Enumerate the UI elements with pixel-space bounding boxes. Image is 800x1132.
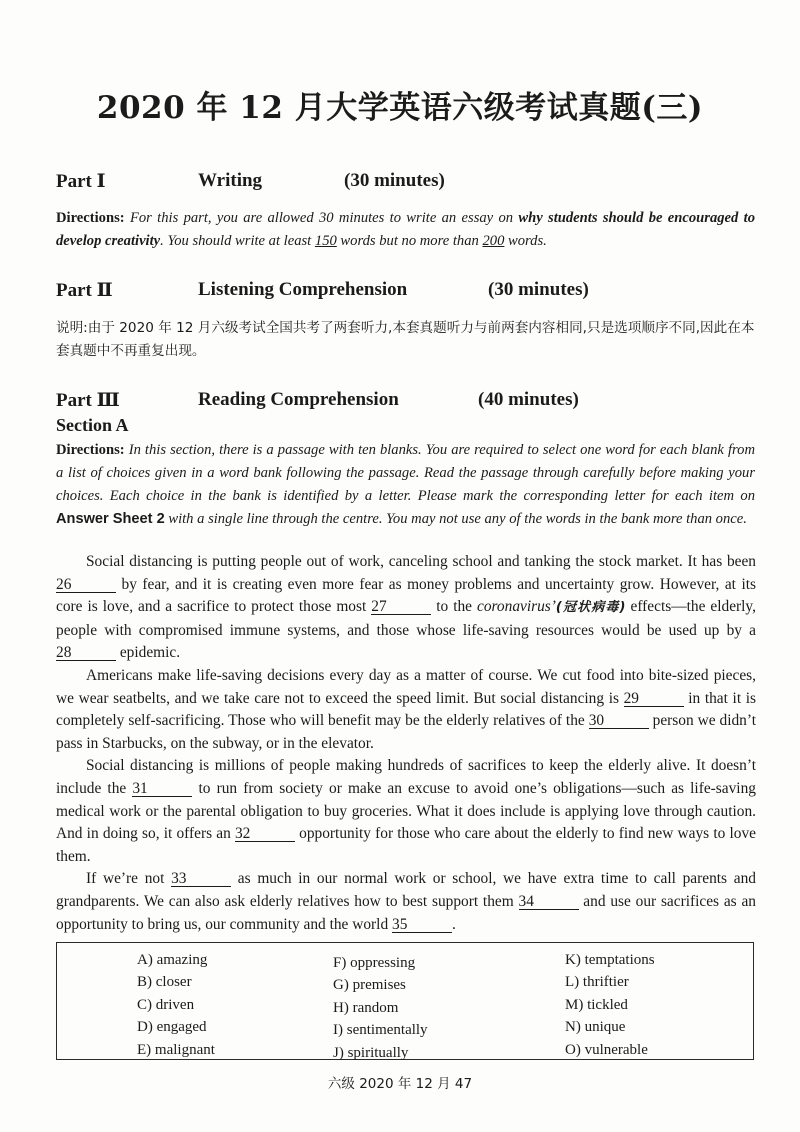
blank-29: 29 [624, 691, 684, 707]
part2-label: Part Ⅱ [56, 280, 113, 301]
blank-34: 34 [519, 894, 579, 910]
word-bank-option: N) unique [565, 1019, 626, 1036]
word-bank-option: F) oppressing [333, 955, 416, 971]
blank-30: 30 [589, 713, 649, 729]
blank-31: 31 [132, 781, 192, 797]
word-bank-option: G) premises [333, 977, 406, 994]
part2-name: Listening Comprehension [198, 279, 408, 300]
word-bank-option: H) random [333, 999, 399, 1016]
section-a-heading: Section A [56, 415, 129, 435]
blank-33: 33 [171, 871, 231, 887]
passage-paragraph-4: If we’re not 33 as much in our normal work or school, we have extra time to call parents and grandparents. We can also ask elderly relatives how to best support them 34 and use our sacrifices as an opportunity to bring us, our community and the world 35 . [56, 870, 756, 933]
word-bank-column-3 [565, 949, 655, 1061]
part1-label: Part Ⅰ [56, 171, 106, 192]
min-words: 150 [314, 233, 337, 249]
word-bank-option: I) sentimentally [333, 1022, 428, 1039]
part1-directions: Directions: For this part, you are allowed 30 minutes to write an essay on why students should be encouraged to develop creativity. You should write at least 150 words but no more than 200 words. [56, 210, 756, 249]
directions-label: Directions: [56, 210, 125, 226]
part1-heading [56, 170, 756, 194]
word-bank-option: K) temptations [565, 952, 655, 968]
blank-27: 27 [371, 599, 431, 615]
essay-topic: why students should be encouraged to develop creativity [56, 210, 756, 249]
word-bank-option: O) vulnerable [565, 1041, 648, 1058]
exam-title: 2020 年 12 月大学英语六级考试真题(三) [96, 90, 704, 126]
max-words: 200 [482, 233, 505, 249]
part3-directions: Directions: In this section, there is a passage with ten blanks. You are required to select one word for each blank from a list of choices given in a word bank following the passage. Read the passage through carefully before making your choices. Each choice in the bank is identified by a letter. Please mark the corresponding letter for each item on Answer Sheet 2 with a single line through the centre. You may not use any of the words in the bank more than once. [56, 442, 755, 527]
word-bank-option: D) engaged [137, 1019, 207, 1036]
answer-sheet-ref: Answer Sheet 2 [56, 511, 165, 527]
word-bank-option: L) thriftier [565, 974, 629, 991]
directions-label: Directions: [56, 442, 125, 458]
coronavirus-cn: (冠状病毒) [555, 600, 626, 616]
part2-time: (30 minutes) [488, 279, 589, 300]
word-bank-option: M) tickled [565, 996, 628, 1013]
blank-32: 32 [235, 826, 295, 842]
part3-label: Part Ⅲ [56, 390, 120, 411]
passage-paragraph-2: Americans make life-saving decisions every day as a matter of course. We cut food into bite-sized pieces, we wear seatbelts, and we take care not to exceed the speed limit. But social distancing is 29 in that it is completely self-sacrificing. Those who will benefit may be the elderly relatives of the 30 person we didn’t pass in Starbucks, on the subway, or in the elevator. [56, 666, 756, 752]
reading-passage [56, 551, 756, 936]
blank-35: 35 [392, 917, 452, 933]
part3-time: (40 minutes) [478, 389, 579, 410]
word-bank-column-1 [137, 949, 215, 1061]
page-footer: 六级 2020 年 12 月 47 [327, 1076, 473, 1092]
word-bank-option: B) closer [137, 974, 192, 991]
word-bank-option: J) spiritually [333, 1044, 409, 1061]
part3-name: Reading Comprehension [198, 389, 399, 410]
blank-26: 26 [56, 577, 116, 593]
passage-paragraph-1: Social distancing is putting people out of work, canceling school and tanking the stock market. It has been 26 by fear, and it is creating even more fear as money problems and uncertainty grow. However, at its core is love, and a sacrifice to protect those most 27 to the coronavirus’(冠状病毒) effects—the elderly, people with compromised immune systems, and those whose life-saving resources would be used up by a 28 epidemic. [56, 553, 756, 662]
word-bank-option: C) driven [137, 996, 195, 1013]
part3-heading [56, 389, 756, 413]
part2-heading [56, 279, 756, 303]
word-bank-option: E) malignant [137, 1041, 215, 1058]
listening-note: 说明:由于 2020 年 12 月六级考试全国共考了两套听力,本套真题听力与前两套内容相同,只是选项顺序不同,因此在本套真题中不再重复出现。 [56, 320, 755, 359]
part1-time: (30 minutes) [344, 170, 445, 191]
word-bank [56, 942, 754, 1060]
coronavirus-term: coronavirus’ [476, 598, 556, 616]
word-bank-column-2 [333, 952, 428, 1064]
part1-name: Writing [198, 170, 263, 191]
passage-paragraph-3: Social distancing is millions of people making hundreds of sacrifices to keep the elderly alive. It doesn’t include the 31 to run from society or make an excuse to avoid one’s obligations—such as life-saving medical work or the parental obligation to buy groceries. What it does include is applying love through caution. And in doing so, it offers an 32 opportunity for those who care about the elderly to find new ways to love them. [56, 757, 756, 865]
blank-28: 28 [56, 645, 116, 661]
word-bank-option: A) amazing [137, 952, 208, 968]
